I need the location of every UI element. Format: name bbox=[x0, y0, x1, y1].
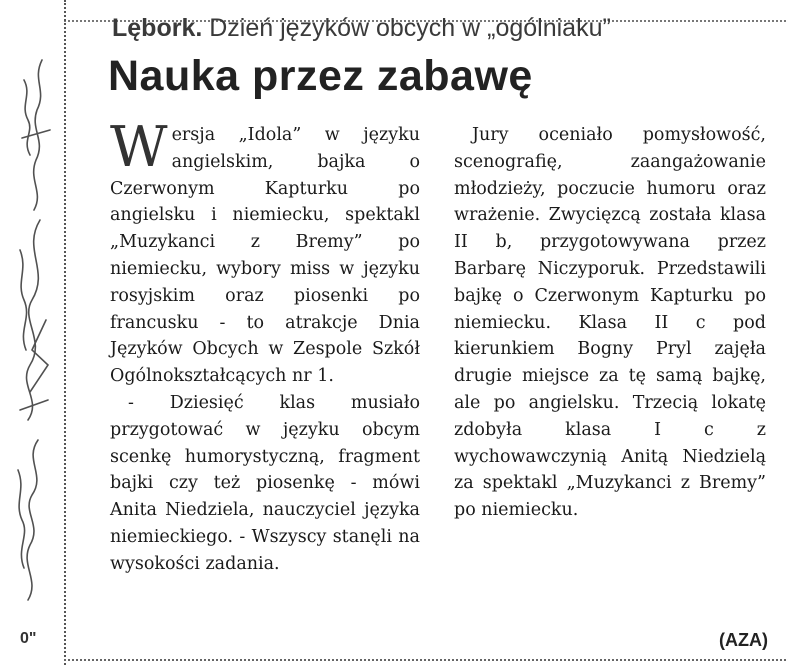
clipping-border-bottom bbox=[64, 659, 786, 661]
handwritten-annotation bbox=[2, 20, 60, 640]
drop-cap: W bbox=[110, 115, 168, 180]
corner-mark: 0" bbox=[20, 630, 37, 647]
paragraph-text: ersja „Idola” w języku angielskim, bajka o Czerwonym Kapturku po angielsku i niemiecku, spektakl „Muzykanci z Bremy” po niemiecku, wybory miss w języku rosyjskim oraz piosenki po francusku - to atrakcje Dnia Języków Obcych w Zespole Szkół Ogólnokształcących nr 1. bbox=[110, 125, 420, 387]
paragraph: Jury oceniało pomysłowość, scenografię, zaangażowanie młodzieży, poczucie humoru oraz wrażenie. Zwycięzcą została klasa II b, przygotowywana przez Barbarę Niczyporuk. Przedstawili bajkę o Czerwonym Kapturku po niemiecku. Klasa II c pod kierunkiem Bogny Pryl zajęła drugie miejsce za tę samą bajkę, ale po angielsku. Trzecią lokatę zdobyła klasa I c z wychowawczynią Anitą Niedzielą za spektakl „Muzykanci z Bremy” po niemiecku. bbox=[454, 125, 766, 521]
clipping-border-left bbox=[64, 0, 66, 665]
author-signature: (AZA) bbox=[719, 630, 768, 650]
article-kicker bbox=[112, 14, 611, 43]
paragraph bbox=[110, 115, 420, 390]
article-column-left bbox=[110, 115, 420, 578]
article-headline: Nauka przez zabawę bbox=[108, 52, 533, 100]
kicker-place: Lębork. bbox=[112, 14, 203, 42]
article-column-right bbox=[454, 122, 766, 524]
kicker-text: Dzień języków obcych w „ogólniaku” bbox=[209, 14, 611, 42]
paragraph: - Dziesięć klas musiało przygotować w języku obcym scenkę humorystyczną, fragment bajki czy też piosenkę - mówi Anita Niedziela, nauczyciel języka niemieckiego. - Wszyscy stanęli na wysokości zadania. bbox=[110, 392, 420, 574]
